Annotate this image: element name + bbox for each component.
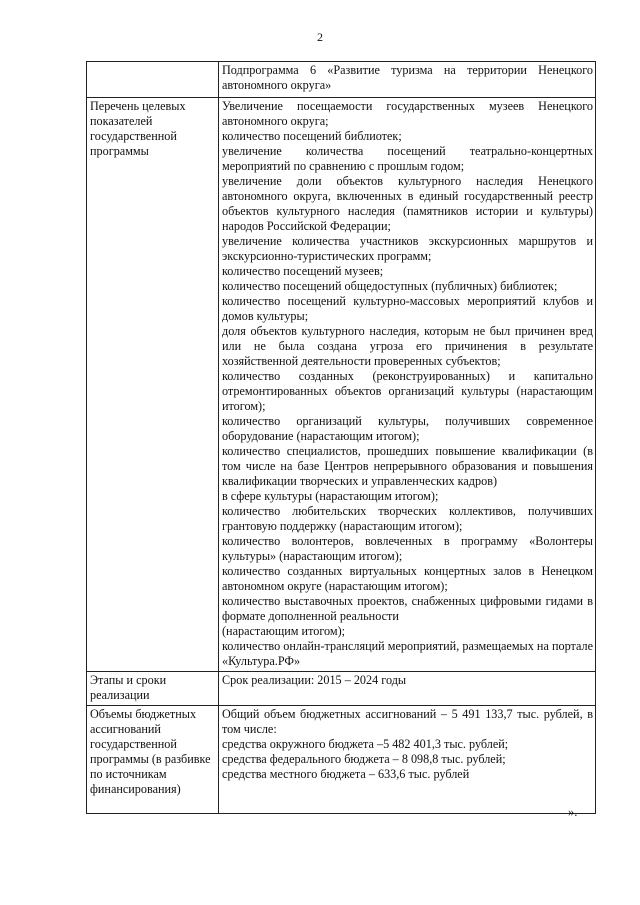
row-label: Этапы и сроки реализации — [87, 672, 219, 706]
row-content — [219, 706, 596, 814]
content-line: количество онлайн-трансляций мероприятий, размещаемых на портале «Культура.РФ» — [222, 639, 593, 668]
content-line: количество посещений общедоступных (публичных) библиотек; — [222, 279, 558, 293]
content-line: Срок реализации: 2015 – 2024 годы — [222, 673, 407, 687]
content-line: средства окружного бюджета –5 482 401,3 тыс. рублей; — [222, 737, 509, 751]
content-line: количество выставочных проектов, снабженных цифровыми гидами в формате дополненной реальности — [222, 594, 593, 623]
content-line: доля объектов культурного наследия, которым не был причинен вред или не была создана угроза его причинения в результате хозяйственной деятельности проверенных субъектов; — [222, 324, 593, 368]
content-line: количество любительских творческих коллективов, получивших грантовую поддержку (нарастающим итогом); — [222, 504, 593, 533]
content-line: средства федерального бюджета – 8 098,8 тыс. рублей; — [222, 752, 506, 766]
content-line: количество посещений культурно-массовых мероприятий клубов и домов культуры; — [222, 294, 593, 323]
content-line: (нарастающим итогом); — [222, 624, 346, 638]
content-line: увеличение доли объектов культурного наследия Ненецкого автономного округа, включенных в единый государственный реестр объектов культурного наследия (памятников истории и культуры) народов Российской Федерации; — [222, 174, 593, 233]
table-row — [87, 672, 596, 706]
content-line: увеличение количества посещений театрально-концертных мероприятий по сравнению с прошлым годом; — [222, 144, 593, 173]
row-content — [219, 62, 596, 98]
content-line: количество посещений музеев; — [222, 264, 384, 278]
content-line: увеличение количества участников экскурсионных маршрутов и экскурсионно-туристических программ; — [222, 234, 593, 263]
content-line: Увеличение посещаемости государственных музеев Ненецкого автономного округа; — [222, 99, 593, 128]
row-content — [219, 672, 596, 706]
row-label: Объемы бюджетных ассигнований государственной программы (в разбивке по источникам финансирования) — [87, 706, 219, 814]
content-line: количество специалистов, прошедших повышение квалификации (в том числе на базе Центров непрерывного образования и повышения квалификации творческих и управленческих кадров) — [222, 444, 593, 488]
content-line: количество организаций культуры, получивших современное оборудование (нарастающим итогом); — [222, 414, 593, 443]
table-row — [87, 706, 596, 814]
table-row — [87, 62, 596, 98]
closing-quote-mark: ». — [568, 805, 578, 819]
page-number: 2 — [317, 30, 323, 44]
content-line: количество созданных (реконструированных) и капитально отремонтированных объектов организаций культуры (нарастающим итогом); — [222, 369, 593, 413]
content-line: Подпрограмма 6 «Развитие туризма на территории Ненецкого автономного округа» — [222, 63, 593, 92]
content-line: в сфере культуры (нарастающим итогом); — [222, 489, 439, 503]
content-line: количество созданных виртуальных концертных залов в Ненецком автономном округе (нарастающим итогом); — [222, 564, 593, 593]
content-line: количество волонтеров, вовлеченных в программу «Волонтеры культуры» (нарастающим итогом); — [222, 534, 593, 563]
row-label — [87, 62, 219, 98]
table-row — [87, 98, 596, 672]
row-content — [219, 98, 596, 672]
row-label: Перечень целевых показателей государственной программы — [87, 98, 219, 672]
program-passport-table — [86, 61, 596, 814]
content-line: Общий объем бюджетных ассигнований – 5 491 133,7 тыс. рублей, в том числе: — [222, 707, 593, 736]
content-line: количество посещений библиотек; — [222, 129, 402, 143]
content-line: средства местного бюджета – 633,6 тыс. рублей — [222, 767, 470, 781]
